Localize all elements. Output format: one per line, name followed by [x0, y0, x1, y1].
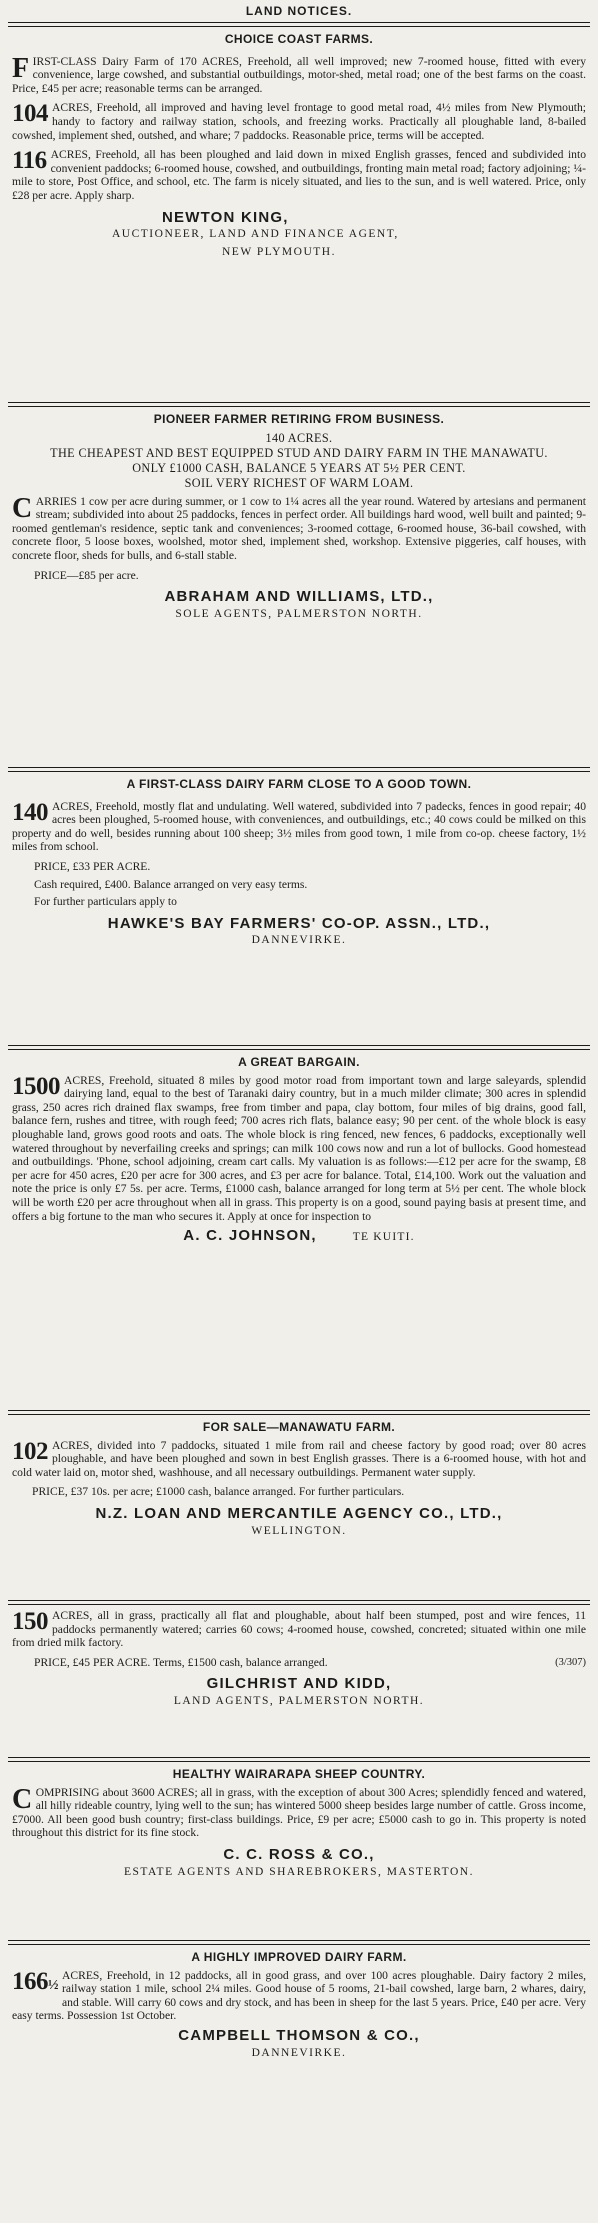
price-row	[34, 1656, 586, 1670]
paragraph-text: PRICE, £37 10s. per acre; £1000 cash, balance arranged. For further particulars.	[32, 1485, 405, 1499]
ad-choice-coast-farms	[4, 27, 594, 402]
price-line: PRICE, £33 PER ACRE.	[34, 859, 151, 873]
agent-line: NEW PLYMOUTH.	[222, 245, 336, 258]
paragraph-text: OMPRISING about 3600 ACRES; all in grass, with the exception of about 300 Acres; splendidly fenced and watered, all hilly rideable country, lying well to the sun; has wintered 5000 sheep besides large number of cattle. Gross income, £7000. All been good bush country; first-class buildings. Price, £9 per acre; £5000 cash to go in. This property is noted throughout this district for its fine stock.	[12, 1785, 586, 1840]
paragraph-text: ARRIES 1 cow per acre during summer, or 1 cow to 1¼ acres all the year round. Watered by artesians and permanent stream; subdivided into about 25 paddocks, fences in perfect order. All buildings hard wood, well built and painted; 9-roomed gentleman's residence, septic tank and conveniences; 3-roomed cottage, 6-roomed house, 36-bail cowshed, with concrete floor, 5 loose boxes, woolshed, motor shed, implement shed, workshop. Extensive piggeries, calf houses, with concrete floor, sheds for bulls, and 6-stall stable.	[12, 494, 586, 562]
agent-line: WELLINGTON.	[251, 1524, 347, 1537]
drop-cap: C	[12, 1783, 32, 1815]
acreage-number	[12, 1967, 58, 1998]
ad-subline: THE CHEAPEST AND BEST EQUIPPED STUD AND DAIRY FARM IN THE MANAWATU.	[50, 445, 548, 460]
ad-subline: ONLY £1000 CASH, BALANCE 5 YEARS AT 5½ PER CENT.	[132, 460, 466, 475]
apply-line: For further particulars apply to	[34, 895, 177, 909]
ad-paragraph	[12, 492, 586, 563]
paragraph-text: ACRES, all in grass, practically all flat and ploughable, about half been stumped, post and wire fences, 11 paddocks permanently watered; carries 60 cows; 4-roomed house, cowshed, concreted; situated within one mile from dried milk factory.	[12, 1609, 586, 1650]
agent-name: ABRAHAM AND WILLIAMS, LTD.,	[164, 588, 434, 606]
drop-cap: F	[12, 52, 29, 84]
acreage-number: 102	[12, 1437, 48, 1465]
ad-dairy-farm-close-to-town	[4, 772, 594, 1045]
ad-paragraph	[12, 1485, 586, 1499]
ad-paragraph	[12, 1609, 586, 1650]
price-line: PRICE—£85 per acre.	[34, 568, 139, 582]
ad-subline: 140 ACRES.	[265, 430, 333, 445]
ad-wairarapa-sheep-country	[4, 1762, 594, 1940]
agent-line: ESTATE AGENTS AND SHAREBROKERS, MASTERTON.	[124, 1865, 474, 1878]
acreage-number: 150	[12, 1608, 48, 1635]
agent-line: DANNEVIRKE.	[251, 2046, 347, 2059]
acreage-number: 116	[12, 147, 47, 175]
ad-manawatu-farm	[4, 1415, 594, 1600]
ad-paragraph	[12, 1783, 586, 1840]
paragraph-text: ACRES, Freehold, mostly flat and undulating. Well watered, subdivided into 7 padecks, fences in good repair; 40 acres been ploughed, 5-roomed house, with conveniences, and outbuildings, etc.; 40 cows could be milked on this property and do well, besides running about 100 sheep; 3½ miles from good town, 1 mile from co-op. cheese factory, 1½ miles from school.	[12, 799, 586, 854]
ad-paragraph	[12, 148, 586, 202]
ad-heading: FOR SALE—MANAWATU FARM.	[202, 1420, 396, 1434]
agent-name: NEWTON KING,	[162, 208, 289, 226]
ad-heading: A HIGHLY IMPROVED DAIRY FARM.	[191, 1950, 407, 1964]
ad-heading: PIONEER FARMER RETIRING FROM BUSINESS.	[153, 412, 445, 426]
ad-paragraph	[12, 52, 586, 96]
paragraph-text: ACRES, Freehold, all has been ploughed and laid down in mixed English grasses, fenced and subdivided into convenient paddocks; 6-roomed house, cowshed, and outbuildings, fronting main metal road; factory adjoining; ¼-mile to store, Post Office, and school, etc. The farm is nicely situated, and lies to the sun, and is well watered. Price, only £28 per acre. Apply sharp.	[12, 148, 586, 202]
ad-paragraph	[12, 1074, 586, 1224]
terms-line: Cash required, £400. Balance arranged on very easy terms.	[34, 877, 308, 891]
agent-name: N.Z. LOAN AND MERCANTILE AGENCY CO., LTD.,	[95, 1504, 503, 1522]
paragraph-text: ACRES, Freehold, situated 8 miles by good motor road from important town and large saleyards, splendid dairying land, equal to the best of Taranaki dairy country, but in a much milder climate; 300 acres in splendid grass, 250 acres rich drained flax swamps, free from timber and papa, clay bottom, four miles of big drains, good fall, balance fern, rushes and titree, with rough feed; 700 acres rich flats, balance easy; 90 per cent. of the whole block is easy ploughable land, grows good roots and oats. The whole block is ring fenced, new fences, 6 paddocks, exceptionally well watered throughout by neverfailing creeks and springs; can milk 100 cows now and run a lot of bullocks. Good homestead and outbuildings. 'Phone, school adjoining, cream cart calls. My valuation is as follows:—£12 per acre for the swamp, £8 per acre for 450 acres, £20 per acre for 300 acres, and £3 per acre for balance. Total, £14,100. Work out the valuation and note the price is only £7 5s. per acre. Terms, £1000 cash, balance arranged for long term at 5½ per cent. The whole block will be worth £20 per acre throughout when all in grass. This property is on a good, sound paying basis at present time, and offers a big fortune to the man who secures it. Apply at once for inspection to	[12, 1073, 586, 1223]
acreage-whole: 166	[12, 1967, 48, 1995]
agent-line: AUCTIONEER, LAND AND FINANCE AGENT,	[112, 228, 399, 241]
ad-heading: HEALTHY WAIRARAPA SHEEP COUNTRY.	[172, 1767, 426, 1781]
ad-paragraph	[12, 800, 586, 854]
drop-cap: C	[12, 492, 32, 524]
acreage-number: 1500	[12, 1072, 60, 1100]
paragraph-text: ACRES, Freehold, all improved and having level frontage to good metal road, 4½ miles from New Plymouth; handy to factory and railway station, schools, and freezing works. Practically all ploughable land, 8-bailed cowshed, implement shed, outshed, and whare; 7 paddocks. Reasonable price, terms will be accepted.	[12, 101, 586, 142]
acreage-number: 140	[12, 798, 48, 826]
ad-paragraph	[12, 101, 586, 142]
agent-line: LAND AGENTS, PALMERSTON NORTH.	[173, 1694, 425, 1707]
agent-name: GILCHRIST AND KIDD,	[206, 1675, 392, 1693]
paragraph-text: ACRES, Freehold, in 12 paddocks, all in good grass, and over 100 acres ploughable. Dairy factory 2 miles, railway station 1 mile, school 2¼ miles. Good house of 5 rooms, 21-bail cowshed, large barn, 2 whares, dairy, and stable. Will carry 60 cows and dry stock, and has been in sheep for the last 5 years. Price, £40 per acre. Very easy terms. Possession 1st October.	[12, 1968, 586, 2023]
paragraph-text: IRST-CLASS Dairy Farm of 170 ACRES, Freehold, all well improved; new 7-roomed house, fitted with every convenience, large cowshed, and substantial outbuildings, motor-shed, metal road; one of the best farms on the coast. Price, £45 per acre; reasonable terms can be arranged.	[12, 54, 586, 95]
agent-line: DANNEVIRKE.	[251, 934, 347, 947]
reference-number: (3/307)	[555, 1656, 586, 1668]
acreage-fraction: ½	[48, 1977, 58, 1993]
page-title: LAND NOTICES.	[245, 4, 353, 18]
acreage-number: 104	[12, 100, 48, 128]
ad-heading: A FIRST-CLASS DAIRY FARM CLOSE TO A GOOD TOWN.	[126, 777, 472, 791]
ad-paragraph	[12, 1439, 586, 1480]
ad-great-bargain	[4, 1050, 594, 1410]
agent-name: HAWKE'S BAY FARMERS' CO-OP. ASSN., LTD.,	[107, 914, 491, 932]
agent-place: TE KUITI.	[352, 1231, 415, 1244]
ad-heading: CHOICE COAST FARMS.	[224, 32, 374, 46]
ad-150-acres	[4, 1605, 594, 1757]
agent-line: SOLE AGENTS, PALMERSTON NORTH.	[175, 607, 423, 620]
ad-highly-improved-dairy-farm	[4, 1945, 594, 2105]
ad-heading: A GREAT BARGAIN.	[238, 1055, 360, 1069]
agent-name: C. C. ROSS & CO.,	[223, 1845, 375, 1863]
ad-subline: SOIL VERY RICHEST OF WARM LOAM.	[184, 475, 414, 490]
ad-pioneer-farmer	[4, 407, 594, 767]
paragraph-text: ACRES, divided into 7 paddocks, situated 1 mile from rail and cheese factory by good road; over 80 acres ploughable, and have been ploughed and sown in best English grasses. There is a 6-roomed house, with hot and cold water laid on, motor shed, washhouse, and all necessary outbuildings. Permanent water supply.	[12, 1438, 586, 1479]
agent-row	[12, 1229, 586, 1245]
agent-name: CAMPBELL THOMSON & CO.,	[178, 2026, 420, 2044]
ad-paragraph	[12, 1969, 586, 2023]
price-line: PRICE, £45 PER ACRE. Terms, £1500 cash, balance arranged.	[34, 1655, 328, 1669]
agent-name: A. C. JOHNSON,	[183, 1227, 317, 1245]
